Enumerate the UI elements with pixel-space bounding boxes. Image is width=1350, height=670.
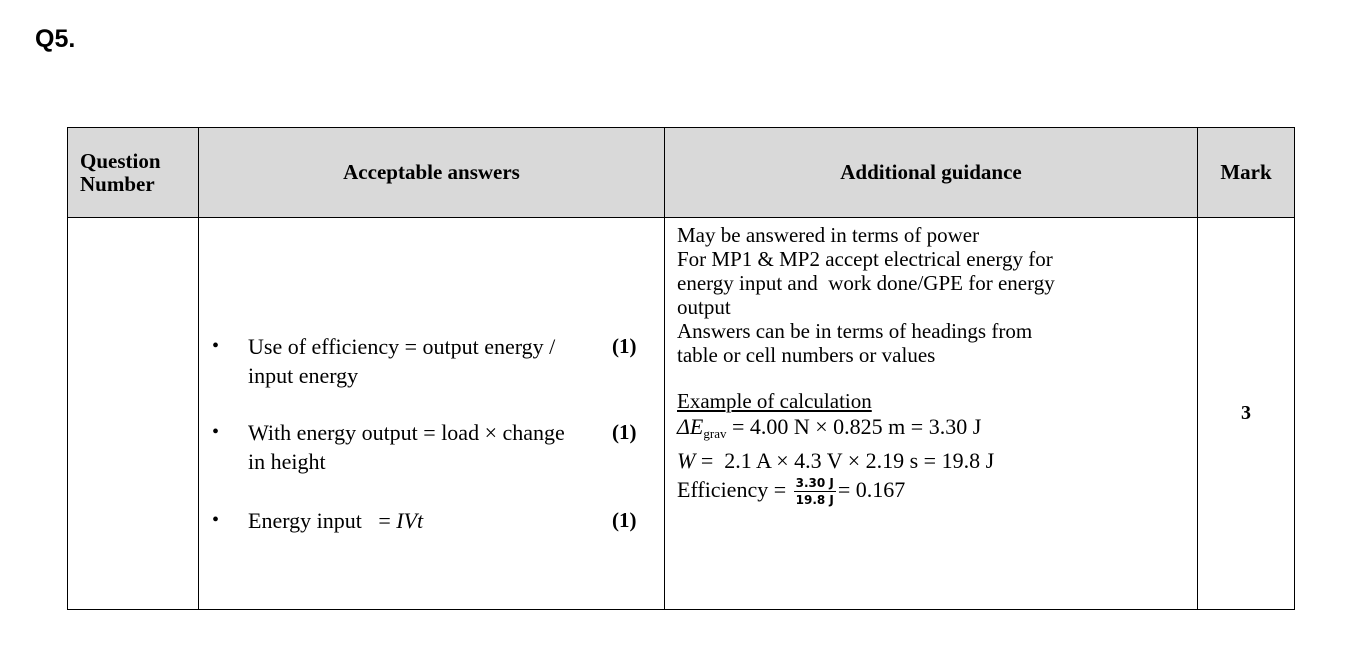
guidance-line: Answers can be in terms of headings from xyxy=(677,319,1033,343)
header-row xyxy=(68,128,1295,218)
calc-gpe-subscript: grav xyxy=(703,426,727,441)
fraction-denominator: 19.8 J xyxy=(795,493,834,508)
answer-mark: (1) xyxy=(612,508,637,532)
additional-guidance-cell xyxy=(665,218,1198,610)
answer-mark: (1) xyxy=(612,334,637,358)
guidance-line: energy input and work done/GPE for energy xyxy=(677,271,1055,295)
header-additional-guidance: Additional guidance xyxy=(665,128,1198,218)
bullet-icon: • xyxy=(212,335,220,357)
guidance-line: output xyxy=(677,295,731,319)
calc-work-rest: = 2.1 A × 4.3 V × 2.19 s = 19.8 J xyxy=(695,448,995,473)
guidance-line: May be answered in terms of power xyxy=(677,223,980,247)
mark-scheme-table xyxy=(67,127,1295,610)
answer-text-prefix: Energy input = xyxy=(248,508,397,533)
acceptable-answers-cell xyxy=(199,218,665,610)
table-row xyxy=(68,218,1295,610)
header-question-number xyxy=(68,128,199,218)
question-number-cell xyxy=(68,218,199,610)
efficiency-fraction xyxy=(794,476,836,507)
answer-text: With energy output = load × change in height xyxy=(248,420,565,474)
bullet-icon: • xyxy=(212,509,220,531)
header-mark: Mark xyxy=(1198,128,1295,218)
header-acceptable-answers: Acceptable answers xyxy=(199,128,665,218)
calc-efficiency-prefix: Efficiency = xyxy=(677,477,792,502)
calc-gpe-rest: = 4.00 N × 0.825 m = 3.30 J xyxy=(726,414,982,439)
calc-gpe xyxy=(677,413,1187,447)
calc-work xyxy=(677,447,1187,474)
example-heading: Example of calculation xyxy=(677,389,872,413)
calc-work-symbol: W xyxy=(677,448,696,473)
answer-mark: (1) xyxy=(612,420,637,444)
answer-text: Use of efficiency = output energy / input energy xyxy=(248,334,556,388)
guidance-line: table or cell numbers or values xyxy=(677,343,936,367)
question-label: Q5. xyxy=(35,25,76,53)
answer-text xyxy=(248,506,568,535)
header-question-line2: Number xyxy=(80,171,155,196)
calc-efficiency-result: = 0.167 xyxy=(837,477,906,502)
bullet-icon: • xyxy=(212,421,220,443)
calc-efficiency xyxy=(677,476,1187,507)
calc-gpe-symbol: ΔE xyxy=(677,414,704,439)
answer-text-formula: IVt xyxy=(396,508,424,533)
fraction-numerator: 3.30 J xyxy=(795,476,834,491)
mark-cell: 3 xyxy=(1198,218,1295,610)
header-question-line1: Question xyxy=(80,148,161,173)
guidance-line: For MP1 & MP2 accept electrical energy for xyxy=(677,247,1053,271)
